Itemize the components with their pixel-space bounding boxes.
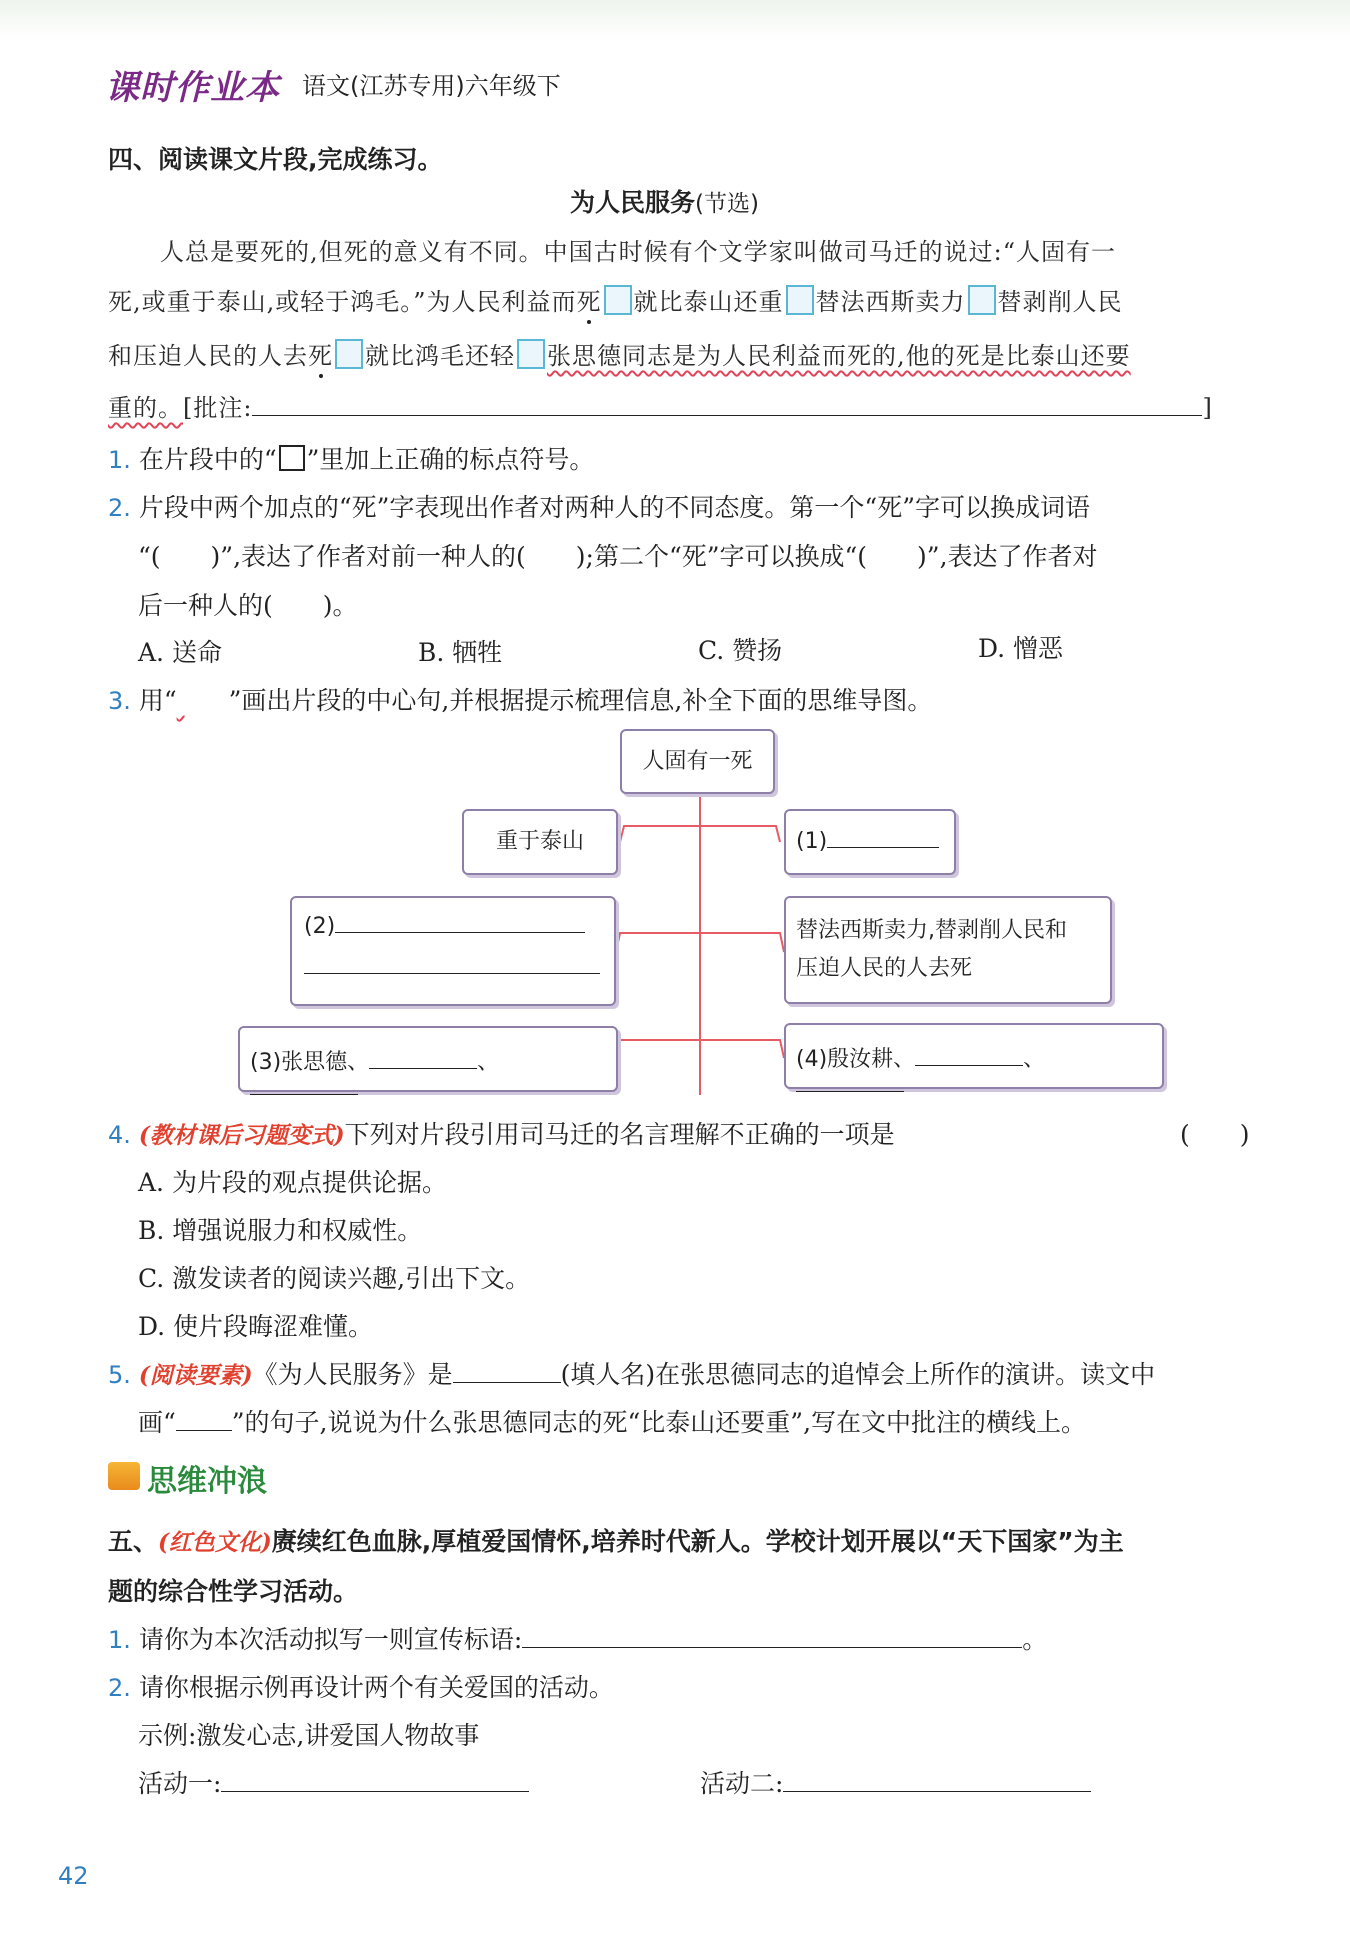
question-text: (填人名)在张思德同志的追悼会上所作的演讲。读文中: [560, 1360, 1156, 1389]
section-text: 赓续红色血脉,厚植爱国情怀,培养时代新人。学校计划开展以“天下国家”为主: [271, 1527, 1124, 1556]
option-d[interactable]: D. 使片段晦涩难懂。: [138, 1312, 374, 1341]
mindmap-left-3: [238, 1026, 618, 1092]
question-text: 片段中两个加点的“死”字表现出作者对两种人的不同态度。第一个“死”字可以换成词语: [138, 493, 1090, 522]
activity-label: 活动一:: [138, 1769, 222, 1798]
passage-text: 替法西斯卖力: [815, 288, 966, 316]
mindmap-right-2-line-2: 压迫人民的人去死: [796, 956, 973, 981]
separator: 、: [1023, 1047, 1046, 1072]
question-number: 2.: [108, 494, 131, 522]
question-text: 用“: [138, 686, 177, 715]
dotted-character: 死: [308, 342, 333, 370]
dotted-character: 死: [576, 288, 602, 316]
section-5-question-1: [108, 1620, 1047, 1656]
passage-text: 替剥削人民: [997, 288, 1123, 316]
question-text: ”画出片段的中心句,并根据提示梳理信息,补全下面的思维导图。: [228, 686, 933, 715]
question-number: 4.: [108, 1121, 131, 1149]
mindmap-right-1: [784, 809, 956, 875]
subject-title: 语文(江苏专用)六年级下: [302, 72, 561, 100]
passage-text: 和压迫人民的人去: [108, 342, 308, 370]
mindmap-root: 人固有一死: [620, 729, 775, 794]
blank-label: (2): [304, 914, 336, 939]
mindmap-answer-line-1[interactable]: [827, 829, 939, 848]
option-c[interactable]: C. 激发读者的阅读兴趣,引出下文。: [138, 1264, 531, 1293]
answer-line-name[interactable]: [453, 1362, 561, 1383]
brand-title: 课时作业本: [105, 68, 280, 108]
activity-2: [700, 1764, 1091, 1800]
question-number: 5.: [108, 1361, 131, 1389]
answer-paren[interactable]: ( ): [1180, 1120, 1250, 1149]
question-text: 《为人民服务》是: [252, 1360, 453, 1389]
question-text: 请你根据示例再设计两个有关爱国的活动。: [138, 1673, 614, 1702]
question-end: 。: [1022, 1625, 1048, 1654]
question-text: 在片段中的“: [138, 445, 277, 474]
mindmap-answer-line-2a[interactable]: [335, 914, 585, 933]
page-number: 42: [58, 1862, 89, 1890]
section-label: 思维冲浪: [147, 1464, 267, 1499]
activity-label: 活动二:: [700, 1769, 784, 1798]
option-a[interactable]: A. 送命: [138, 638, 222, 667]
question-tag: (阅读要素): [138, 1362, 253, 1389]
section-5-heading: [108, 1522, 1124, 1558]
blank-label: (3)张思德、: [250, 1050, 370, 1075]
annotation-bracket: ]: [1202, 394, 1213, 422]
mindmap-answer-line-4a[interactable]: [915, 1047, 1023, 1066]
mindmap-right-2: [784, 896, 1112, 1004]
question-text: 下列对片段引用司马迁的名言理解不正确的一项是: [344, 1120, 895, 1149]
section-prefix: 五、: [108, 1527, 159, 1556]
question-text: ”里加上正确的标点符号。: [306, 445, 595, 474]
passage-line-1: 人总是要死的,但死的意义有不同。中国古时候有个文学家叫做司马迁的说过:“人固有一: [160, 238, 1116, 266]
annotation-label: [批注:: [183, 394, 253, 422]
section-5-heading-line-2: 题的综合性学习活动。: [108, 1577, 359, 1606]
option-a[interactable]: A. 为片段的观点提供论据。: [138, 1168, 447, 1197]
mindmap-left-1: 重于泰山: [462, 809, 618, 875]
question-number: 1.: [108, 1626, 131, 1654]
passage-text: 就比泰山还重: [633, 288, 784, 316]
separator: 、: [477, 1050, 500, 1075]
central-sentence: 张思德同志是为人民利益而死的,他的死是比泰山还要: [547, 342, 1131, 370]
question-number: 1.: [108, 446, 131, 474]
question-4: [108, 1115, 895, 1151]
section-5-question-2: [108, 1668, 614, 1704]
passage-text: 死,或重于泰山,或轻于鸿毛。”为人民利益而: [108, 288, 577, 316]
question-text: ”的句子,说说为什么张思德同志的死“比泰山还要重”,写在文中批注的横线上。: [231, 1408, 1087, 1437]
mindmap-left-2: [290, 896, 616, 1006]
section-tag: (红色文化): [158, 1529, 272, 1556]
activity-1-answer-line[interactable]: [221, 1771, 529, 1792]
question-2-line-3: 后一种人的( )。: [138, 591, 358, 620]
question-number: 2.: [108, 1674, 131, 1702]
section-4-heading: 四、阅读课文片段,完成练习。: [108, 145, 443, 174]
option-c[interactable]: C. 赞扬: [698, 636, 783, 665]
wave-icon: [108, 1462, 140, 1490]
question-text: 请你为本次活动拟写一则宣传标语:: [138, 1625, 523, 1654]
mindmap-answer-line-3a[interactable]: [369, 1050, 477, 1069]
passage-title-note: (节选): [695, 191, 759, 217]
blank-label: (1): [796, 829, 828, 854]
activity-2-answer-line[interactable]: [783, 1771, 1091, 1792]
activity-1: [138, 1764, 529, 1800]
underline-symbol: [176, 1410, 232, 1431]
question-tag: (教材课后习题变式): [138, 1122, 345, 1149]
passage-text: 就比鸿毛还轻: [365, 342, 515, 370]
mindmap-right-3: [784, 1023, 1164, 1089]
question-5-line-1: [108, 1355, 1155, 1391]
question-number: 3.: [108, 687, 131, 715]
question-5-line-2: [138, 1403, 1086, 1439]
question-2-line-2: “( )”,表达了作者对前一种人的( );第二个“死”字可以换成“( )”,表达了作者对: [138, 542, 1098, 571]
mindmap-right-2-line-1: 替法西斯卖力,替剥削人民和: [796, 918, 1067, 943]
blank-label: (4)殷汝耕、: [796, 1047, 916, 1072]
option-d[interactable]: D. 憎恶: [978, 634, 1064, 663]
central-sentence-end: 重的。: [108, 394, 183, 422]
question-text: 画“: [138, 1408, 176, 1437]
slogan-answer-line[interactable]: [522, 1627, 1022, 1648]
mindmap-answer-line-3b[interactable]: [250, 1076, 358, 1095]
passage-title-text: 为人民服务: [570, 188, 696, 217]
example-text: 示例:激发心志,讲爱国人物故事: [138, 1721, 480, 1750]
mindmap-answer-line-4b[interactable]: [796, 1073, 904, 1092]
option-b[interactable]: B. 牺牲: [418, 638, 503, 667]
option-b[interactable]: B. 增强说服力和权威性。: [138, 1216, 423, 1245]
mindmap-answer-line-2b[interactable]: [304, 955, 600, 974]
